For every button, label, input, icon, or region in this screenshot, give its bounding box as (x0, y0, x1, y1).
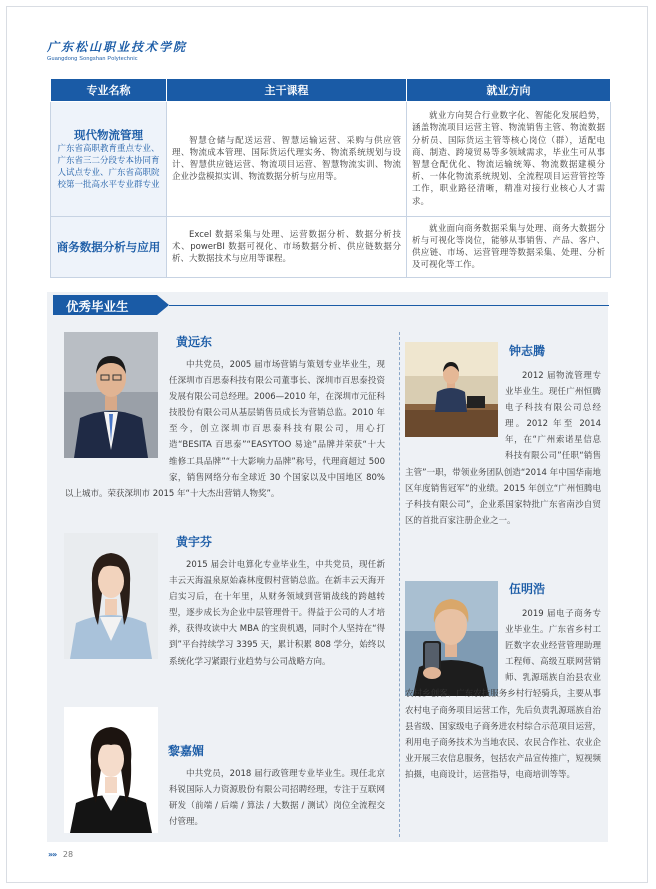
major-name: 现代物流管理 (74, 128, 143, 142)
graduates-banner (53, 295, 169, 315)
graduate-bio: 2019 届电子商务专业毕业生。广东省乡村工匠数字农业经营管理助理工程师、高级互联网营销师、乳源瑶族自治县农业农村乡创客、广东农技服务乡村行轻骑兵，主要从事农村电子商务项目运营工作，先后负责乳源瑶族自治县省级、国家级电子商务进农村综合示范项目运营，利用电子商务技术为当地农民、农民合作社、农业企业开展三农信息服务，包括农产品宣传推广，短视频拍摄，电商设计，运营指导，电商培训等等。 (405, 609, 601, 780)
graduate-name: 黎嘉媚 (168, 744, 205, 758)
header-courses: 主干课程 (167, 79, 407, 102)
courses-text: 智慧仓储与配送运营、智慧运输运营、采购与供应管理、物流成本管理、国际货运代理实务、物流系统规划与设计、智慧供应链运营、物流项目运营、智慧物流实训、物流企业沙盘模拟实训、物流数据分析与应用等。 (172, 135, 401, 183)
careers-cell (407, 217, 611, 278)
graduate-name: 黄宇芬 (176, 535, 213, 549)
major-cell (51, 102, 167, 217)
table-row (51, 102, 611, 217)
school-name-en: Guangdong Songshan Polytechnic (47, 56, 138, 62)
school-name-cn: 广东松山职业技术学院 (47, 40, 188, 54)
graduate-bio: 中共党员，2005 届市场营销与策划专业毕业生，现任深圳市百思泰科技有限公司董事长、深圳市百思泰投资发展有限公司总经理。2006—2010 年，在深圳市元征科技股份有限公司从基层销售员成长为营销总监。2010 年至今，创立深圳市百思泰科技有限公司，用心打造“BESITA 百思泰”“EASYTOO 易途”品牌并荣获“十大维修工具品牌”“十大影响力品牌”称号，代理商超过 500 家，销售网络分布全球近 30 个国家以及中国地区 80% 以上城市。荣获深圳市 2015 年“十大杰出营销人物奖”。 (65, 360, 385, 499)
school-logo (47, 38, 187, 62)
careers-text: 就业方向契合行业数字化、智能化发展趋势，涵盖物流项目运营主管、物流销售主管、物流数据分析员、国际货运主管等核心岗位（群），适配电商、制造、跨境贸易等多领域需求，毕业生可从事智慧仓配优化、物流运输统筹、物流数据建模分析、一体化物流系统规划、全流程项目运营管控等工作，职业路径清晰，精准对接行业核心人才需求。 (412, 111, 605, 207)
major-name: 商务数据分析与应用 (56, 240, 161, 254)
column-divider (399, 332, 400, 837)
courses-cell (167, 217, 407, 278)
major-description: 广东省高职教育重点专业、广东省三二分段专本协同育人试点专业、广东省高职院校第一批高水平专业群专业 (57, 144, 160, 190)
table-header-row (51, 79, 611, 102)
page-footer: »» 28 (48, 850, 74, 859)
graduate-name: 伍明浩 (509, 582, 546, 596)
graduate-name: 黄远东 (176, 335, 213, 349)
graduate-bio: 中共党员，2018 届行政管理专业毕业生。现任北京科锐国际人力资源股份有限公司招聘经理，专注于互联网研发（前端 / 后端 / 算法 / 大数据 / 测试）岗位全流程交付管理。 (169, 769, 385, 828)
careers-cell (407, 102, 611, 217)
major-cell (51, 217, 167, 278)
footer-arrows-icon: » (48, 850, 53, 859)
graduate-name: 钟志腾 (509, 344, 546, 358)
graduate-bio: 2012 届物流管理专业毕业生。现任广州恒腾电子科技有限公司总经理。2012 年至 2014 年，在“广州索诺星信息科技有限公司”任职“销售主管”一职，带领业务团队创造“2014 年中国华南地区年度销售冠军”的业绩。2015 年创立“广州恒腾电子科技有限公司”，企业系国家特批广东省南沙自贸区的首批百家注册企业之一。 (405, 371, 601, 526)
graduate-bio: 2015 届会计电算化专业毕业生，中共党员，现任新丰云天海温泉原始森林度假村营销总监。在新丰云天海开启实习后，在十年里，从财务领域到营销战线的跨越转型，逐步成长为企业中层管理骨干。得益于公司的人才培养，获得攻读中大 MBA 的宝贵机遇，同时个人坚持在“得到”平台持续学习 3395 天，累计积累 808 学分，始终以系统化学习紧跟行业趋势与公司战略方向。 (169, 560, 385, 667)
page-number: 28 (62, 850, 74, 859)
header-careers: 就业方向 (407, 79, 611, 102)
table-row (51, 217, 611, 278)
courses-cell (167, 102, 407, 217)
majors-table (50, 78, 611, 278)
header-major-name: 专业名称 (51, 79, 167, 102)
careers-text: 就业面向商务数据采集与处理、商务大数据分析与可视化等岗位，能够从事销售、产品、客户、供应链、市场、运营管理等数据采集、处理、分析及可视化等工作。 (412, 223, 605, 271)
courses-text: Excel 数据采集与处理、运营数据分析、数据分析技术、powerBI 数据可视化、市场数据分析、供应链数据分析、大数据技术与应用等课程。 (172, 229, 401, 265)
graduates-title: 优秀毕业生 (66, 299, 129, 314)
